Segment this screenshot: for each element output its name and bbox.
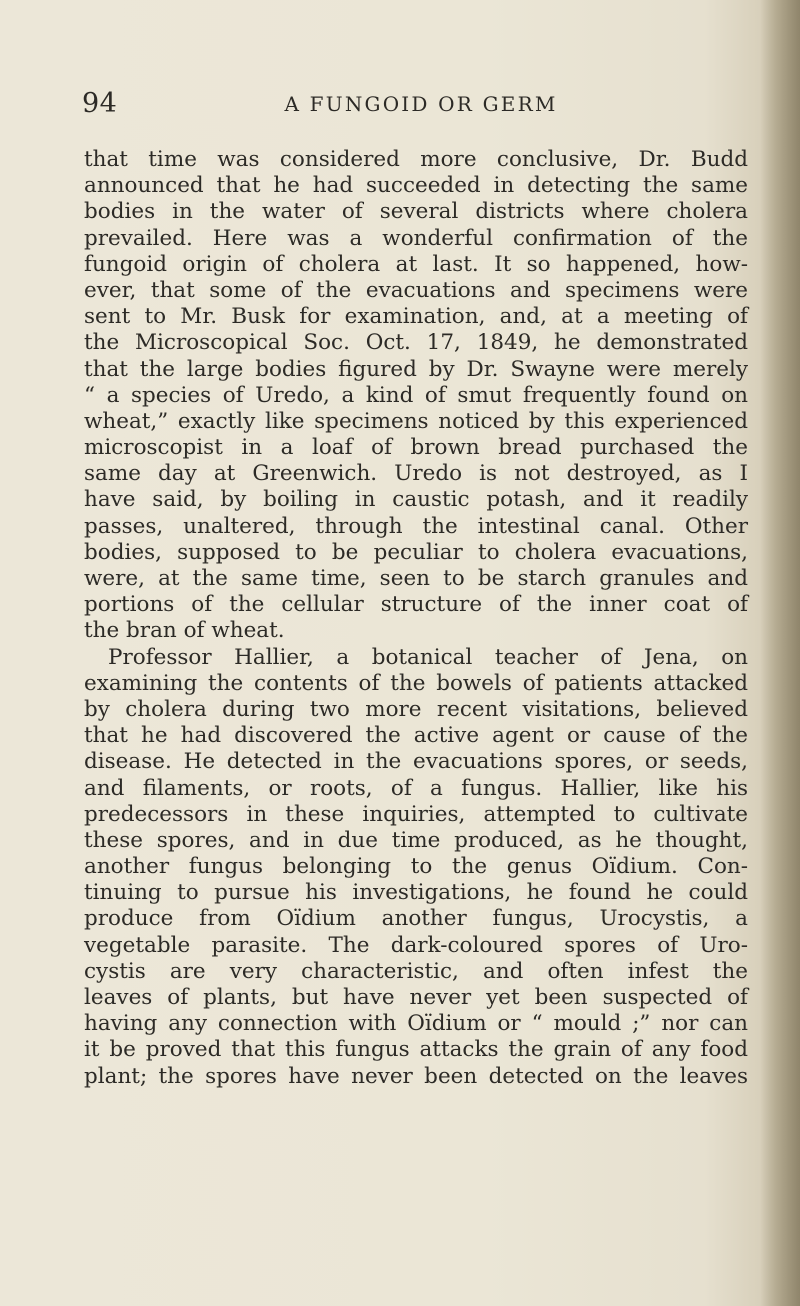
text-line: having any connection with Oïdium or “ mould ;” nor can: [84, 1011, 748, 1037]
page-edge-shadow: [760, 0, 800, 1306]
text-line: it be proved that this fungus attacks the grain of any food: [84, 1037, 748, 1063]
text-line: by cholera during two more recent visitations, believed: [84, 696, 748, 722]
running-head: A FUNGOID OR GERM: [284, 92, 558, 116]
text-line: were, at the same time, seen to be starch granules and: [84, 566, 748, 591]
page-header: [82, 88, 742, 124]
text-line: that the large bodies figured by Dr. Swayne were merely: [84, 356, 748, 382]
text-line: Professor Hallier, a botanical teacher of Jena, on: [108, 644, 748, 670]
text-line: disease. He detected in the evacuations spores, or seeds,: [84, 749, 748, 775]
text-line: another fungus belonging to the genus Oïdium. Con-: [84, 854, 748, 880]
text-line: sent to Mr. Busk for examination, and, at a meeting of: [84, 304, 748, 330]
text-line: bodies, supposed to be peculiar to cholera evacuations,: [84, 539, 748, 565]
text-line: that he had discovered the active agent or cause of the: [84, 723, 748, 749]
text-line: that time was considered more conclusive, Dr. Budd: [84, 147, 748, 172]
text-line: vegetable parasite. The dark-coloured spores of Uro-: [84, 932, 748, 958]
text-line: plant; the spores have never been detected on the leaves: [84, 1063, 748, 1089]
text-line: microscopist in a loaf of brown bread purchased the: [84, 435, 748, 461]
text-line: cystis are very characteristic, and often infest the: [84, 958, 748, 984]
text-line: and filaments, or roots, of a fungus. Hallier, like his: [84, 775, 748, 801]
text-line: portions of the cellular structure of the inner coat of: [84, 592, 748, 618]
text-line: tinuing to pursue his investigations, he found he could: [84, 880, 748, 906]
text-line: wheat,” exactly like specimens noticed by this experienced: [84, 408, 748, 434]
text-line: same day at Greenwich. Uredo is not destroyed, as I: [84, 461, 748, 487]
text-line: bodies in the water of several districts where cholera: [84, 199, 748, 225]
text-line: prevailed. Here was a wonderful confirmation of the: [84, 225, 748, 251]
text-line: predecessors in these inquiries, attempted to cultivate: [84, 801, 748, 827]
body-text: [84, 147, 748, 1090]
text-line: the Microscopical Soc. Oct. 17, 1849, he demonstrated: [84, 330, 748, 356]
text-line: “ a species of Uredo, a kind of smut frequently found on: [84, 382, 748, 408]
text-line: these spores, and in due time produced, as he thought,: [84, 827, 748, 853]
text-line: the bran of wheat.: [84, 618, 285, 644]
page-number: 94: [82, 88, 118, 119]
text-line: have said, by boiling in caustic potash, and it readily: [84, 487, 748, 513]
text-line: fungoid origin of cholera at last. It so happened, how-: [84, 251, 748, 277]
text-line: ever, that some of the evacuations and specimens were: [84, 277, 748, 303]
text-line: leaves of plants, but have never yet been suspected of: [84, 985, 748, 1010]
text-line: passes, unaltered, through the intestinal canal. Other: [84, 513, 748, 539]
text-line: announced that he had succeeded in detecting the same: [84, 173, 748, 199]
text-line: produce from Oïdium another fungus, Urocystis, a: [84, 906, 748, 932]
text-line: examining the contents of the bowels of patients attacked: [84, 670, 748, 696]
